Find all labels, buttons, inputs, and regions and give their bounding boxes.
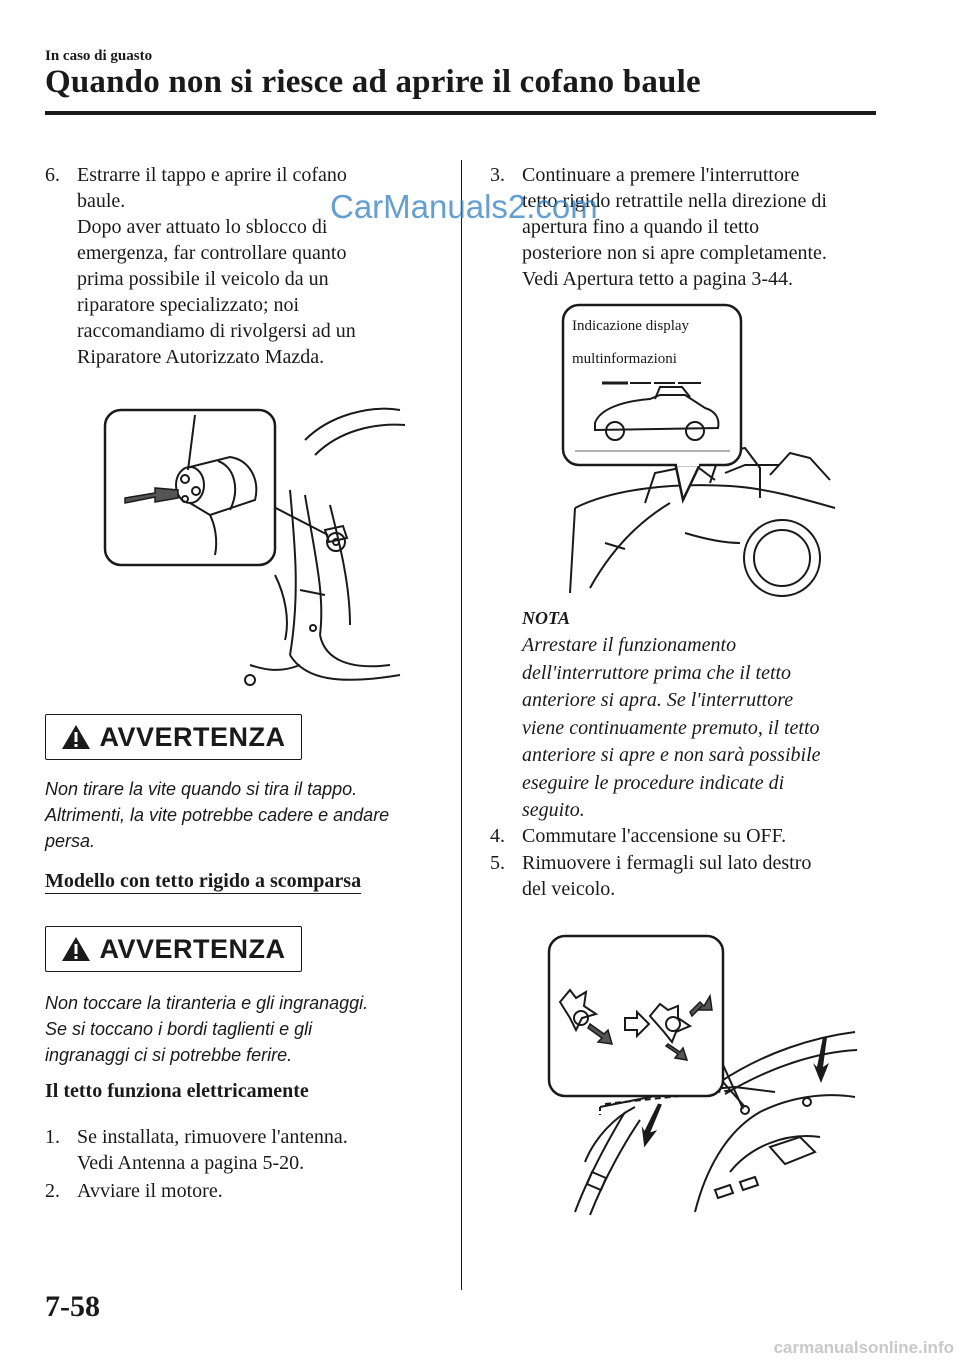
step-line: Vedi Apertura tetto a pagina 3-44. <box>522 268 794 290</box>
step-line: Estrarre il tappo e aprire il cofano <box>77 164 347 186</box>
step-3 <box>490 162 880 297</box>
step-line: baule. <box>77 190 126 212</box>
step-line: Continuare a premere l'interruttore <box>522 164 800 186</box>
step-line: Rimuovere i fermagli sul lato destro <box>522 852 812 874</box>
warning-line: Se si toccano i bordi taglienti e gli <box>45 1019 313 1039</box>
note-line: seguito. <box>522 799 585 821</box>
step-line: raccomandiamo di rivolgersi ad un <box>77 320 356 342</box>
fastener-removal-illustration <box>545 932 860 1217</box>
note-line: Arrestare il funzionamento <box>522 634 737 656</box>
step-line: Dopo aver attuato lo sblocco di <box>77 216 328 238</box>
step-line: Commutare l'accensione su OFF. <box>522 825 787 847</box>
note-heading: NOTA <box>522 608 571 628</box>
step-text <box>522 162 827 292</box>
callout-line-2: multinformazioni <box>572 351 677 367</box>
section-label: In caso di guasto <box>45 48 153 64</box>
note-line: dell'interruttore prima che il tetto <box>522 661 792 684</box>
step-number: 2. <box>45 1180 60 1202</box>
step-number: 4. <box>490 825 505 847</box>
step-line: apertura fino a quando il tetto <box>522 216 760 238</box>
step-text <box>522 850 811 902</box>
trunk-release-illustration <box>100 395 410 695</box>
warning-text <box>45 776 389 854</box>
callout-line-1: Indicazione display <box>572 318 690 334</box>
warning-box <box>45 714 302 760</box>
note-line: anteriore si apra. Se l'interruttore <box>522 689 794 711</box>
warning-line: Altrimenti, la vite potrebbe cadere e andare <box>45 805 390 825</box>
warning-text <box>45 990 368 1068</box>
title-rule <box>45 111 876 115</box>
subheading-text: Modello con tetto rigido a scomparsa <box>45 870 362 892</box>
warning-line: Non tirare la vite quando si tira il tappo. <box>45 779 358 799</box>
column-divider <box>461 160 462 1290</box>
step-line: posteriore non si apre completamente. <box>522 242 827 264</box>
roof-opening-illustration <box>555 303 840 598</box>
step-text <box>522 823 786 849</box>
step-number: 6. <box>45 164 60 186</box>
step-number: 5. <box>490 852 505 874</box>
warning-line: ingranaggi ci si potrebbe ferire. <box>45 1045 293 1065</box>
step-text <box>77 162 356 370</box>
warning-label: AVVERTENZA <box>99 933 286 964</box>
step-line: del veicolo. <box>522 878 616 900</box>
page-number: 7-58 <box>45 1290 100 1323</box>
subheading <box>45 870 361 893</box>
step-2 <box>45 1178 445 1208</box>
step-number: 1. <box>45 1126 60 1148</box>
watermark-top: CarManuals2.com <box>330 188 598 225</box>
note-line: anteriore si apre e non sarà possibile <box>522 744 821 766</box>
step-text <box>77 1178 223 1204</box>
step-line: riparatore specializzato; noi <box>77 294 300 316</box>
note-text <box>522 632 821 825</box>
step-line: Riparatore Autorizzato Mazda. <box>77 346 325 368</box>
page-title: Quando non si riesce ad aprire il cofano baule <box>45 64 701 100</box>
warning-icon <box>61 936 91 962</box>
step-line: Vedi Antenna a pagina 5-20. <box>77 1152 305 1174</box>
note-line: viene continuamente premuto, il tetto <box>522 716 820 739</box>
step-1 <box>45 1124 445 1184</box>
step-line: Se installata, rimuovere l'antenna. <box>77 1126 348 1148</box>
step-line: prima possibile il veicolo da un <box>77 268 329 290</box>
step-line: tetto rigido retrattile nella direzione di <box>522 190 827 212</box>
warning-label: AVVERTENZA <box>99 721 286 752</box>
step-number: 3. <box>490 164 505 186</box>
step-4 <box>490 823 880 853</box>
warning-box <box>45 926 302 972</box>
warning-line: Non toccare la tiranteria e gli ingranaggi. <box>45 993 369 1013</box>
step-line: Avviare il motore. <box>77 1180 223 1202</box>
step-text <box>77 1124 348 1176</box>
warning-line: persa. <box>45 831 96 851</box>
subheading: Il tetto funziona elettricamente <box>45 1080 309 1102</box>
watermark-bottom: carmanualsonline.info <box>773 1338 954 1357</box>
step-5 <box>490 850 880 910</box>
warning-icon <box>61 724 91 750</box>
step-line: emergenza, far controllare quanto <box>77 242 347 264</box>
note-line: eseguire le procedure indicate di <box>522 771 785 794</box>
